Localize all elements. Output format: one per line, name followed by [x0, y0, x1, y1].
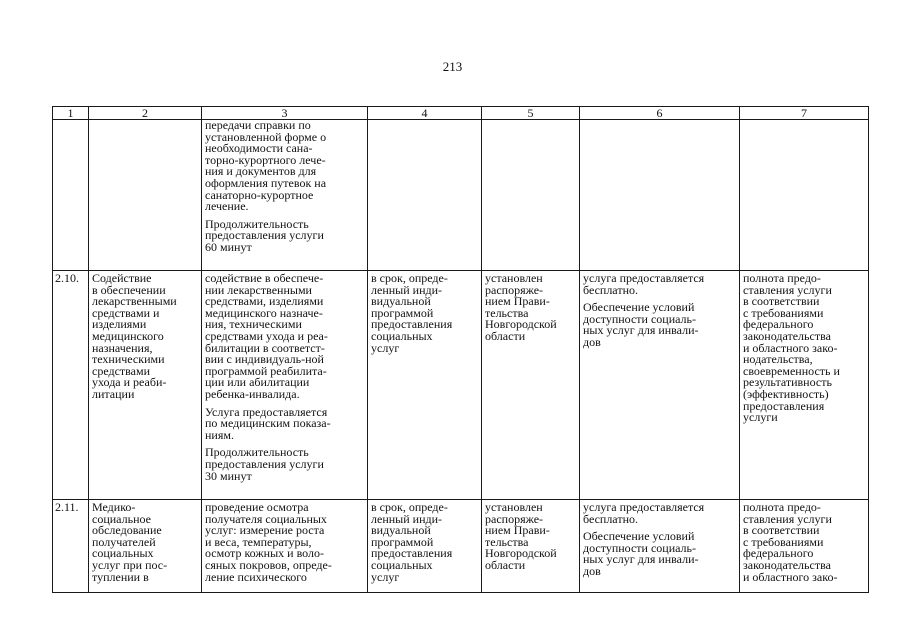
page-number: 213 — [442, 59, 463, 74]
conditions-paragraph: услуга предоставляется бесплатно. — [583, 500, 705, 526]
cell-service-description — [202, 271, 368, 500]
cell-service-description — [202, 120, 368, 271]
conditions-paragraph: услуга предоставляется бесплатно. — [583, 271, 705, 297]
indication-paragraph: Услуга предоставляется по медицинским показа- ниям. — [205, 404, 331, 442]
cell-conditions — [580, 120, 740, 271]
cell-cost: установлен распоряже- нием Прави- тельства Новгородской области — [482, 271, 580, 500]
column-number: 2 — [89, 107, 202, 120]
column-number: 6 — [580, 107, 740, 120]
column-number-row — [53, 107, 869, 120]
cell-number: 2.10. — [53, 271, 89, 500]
description-paragraph: проведение осмотра получателя социальных услуг: измерение роста и веса, температуры, осмотр кожных и воло- сяных покровов, опреде- ление психического — [205, 500, 332, 584]
duration-paragraph: Продолжительность предоставления услуги 60 минут — [205, 216, 324, 254]
cell-quality: полнота предо- ставления услуги в соответствии с требованиями федерального законодательства и областного зако- — [740, 500, 869, 593]
cell-cost — [482, 120, 580, 271]
column-number: 7 — [740, 107, 869, 120]
duration-paragraph: Продолжительность предоставления услуги 30 минут — [205, 445, 324, 483]
cell-service-name — [89, 120, 202, 271]
conditions-paragraph: Обеспечение условий доступности социаль- ных услуг для инвали- дов — [583, 529, 699, 578]
column-number: 4 — [368, 107, 482, 120]
cell-terms: в срок, опреде- ленный инди- видуальной программой предоставления социальных услуг — [368, 271, 482, 500]
table-row-continuation — [53, 120, 869, 271]
table-row-2-10 — [53, 271, 869, 500]
cell-conditions — [580, 271, 740, 500]
cell-cost: установлен распоряже- нием Прави- тельства Новгородской области — [482, 500, 580, 593]
services-table — [52, 106, 869, 593]
cell-terms: в срок, опреде- ленный инди- видуальной программой предоставления социальных услуг — [368, 500, 482, 593]
column-number: 5 — [482, 107, 580, 120]
column-number: 3 — [202, 107, 368, 120]
description-paragraph: содействие в обеспече- нии лекарственными средствами, изделиями медицинского назначе- ния, техническими средствами ухода и реа- билитации в соответст- вии с индивидуаль-ной программой реабилита- ции или абилитации ребенка-инвалида. — [205, 271, 328, 401]
table-row-2-11 — [53, 500, 869, 593]
cell-number: 2.11. — [53, 500, 89, 593]
cell-quality: полнота предо- ставления услуги в соответствии с требованиями федерального законодательства и областного зако- нодательства, своевременность и результативность (эффективность) предоставления услуги — [740, 271, 869, 500]
column-number: 1 — [53, 107, 89, 120]
conditions-paragraph: Обеспечение условий доступности социаль- ных услуг для инвали- дов — [583, 300, 699, 349]
cell-service-name: Содействие в обеспечении лекарственными средствами и изделиями медицинского назначения, техническими средствами ухода и реаби- литации — [89, 271, 202, 500]
cell-terms — [368, 120, 482, 271]
cell-service-description — [202, 500, 368, 593]
cell-number — [53, 120, 89, 271]
description-paragraph: передачи справки по установленной форме о необходимости сана- торно-курортного лече- ния и документов для оформления путевок на санаторно-курортное лечение. — [205, 119, 327, 214]
cell-quality — [740, 120, 869, 271]
cell-conditions — [580, 500, 740, 593]
cell-service-name: Медико- социальное обследование получателей социальных услуг при пос- туплении в — [89, 500, 202, 593]
